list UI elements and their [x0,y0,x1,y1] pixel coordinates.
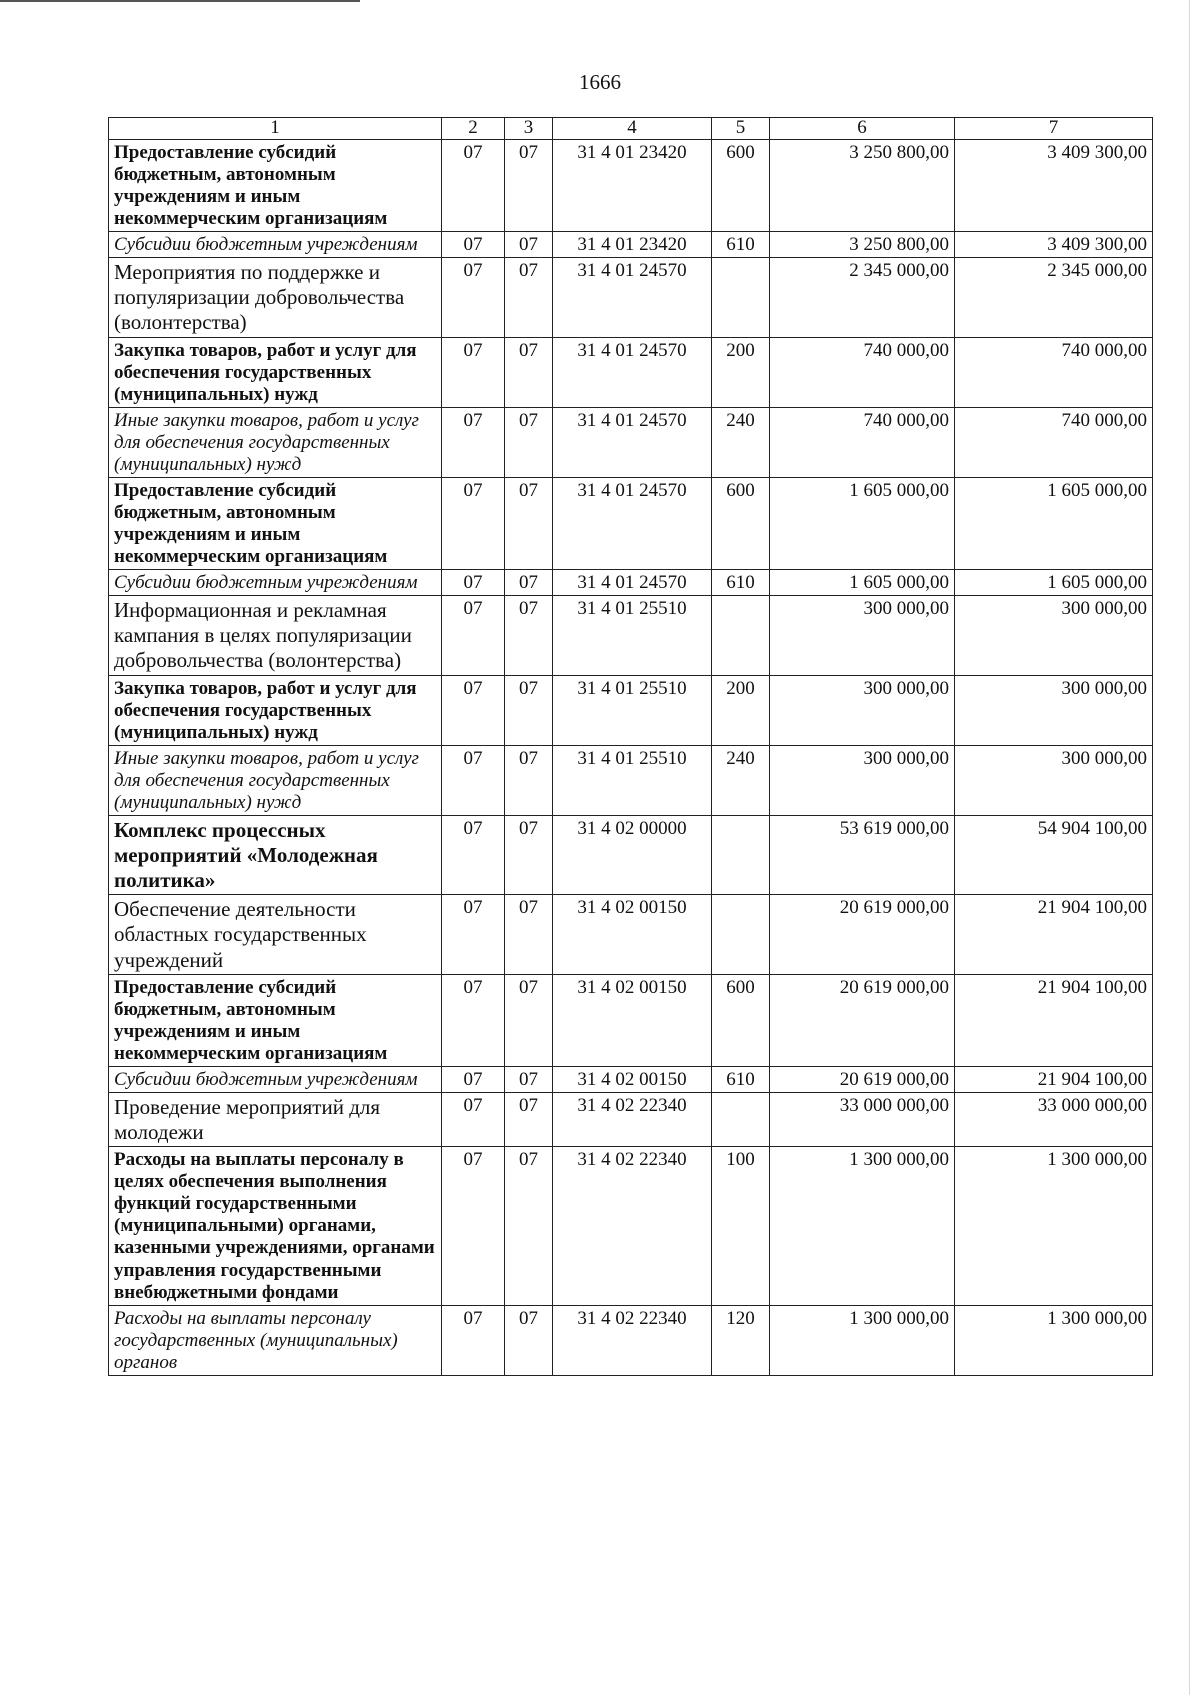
table-row [109,477,1153,569]
expense-type-code: 600 [712,139,770,231]
subsection-code: 07 [505,258,553,338]
expense-type-code: 200 [712,675,770,745]
row-name: Информационная и рекламная кампания в целях популяризации добровольчества (волонтерства) [109,595,442,675]
amount-col-6: 1 300 000,00 [770,1147,955,1305]
amount-col-6: 300 000,00 [770,675,955,745]
header-col-4: 4 [553,118,712,140]
target-article-code: 31 4 02 00150 [553,895,712,975]
section-code: 07 [442,1305,505,1375]
amount-col-7: 740 000,00 [955,337,1153,407]
header-col-5: 5 [712,118,770,140]
row-name: Субсидии бюджетным учреждениям [109,1066,442,1092]
row-name: Предоставление субсидий бюджетным, автономным учреждениям и иным некоммерческим организациям [109,974,442,1066]
target-article-code: 31 4 02 22340 [553,1305,712,1375]
table-row [109,569,1153,595]
budget-table [108,117,1153,1376]
target-article-code: 31 4 01 23420 [553,232,712,258]
expense-type-code: 600 [712,477,770,569]
amount-col-6: 1 605 000,00 [770,569,955,595]
subsection-code: 07 [505,139,553,231]
amount-col-6: 20 619 000,00 [770,895,955,975]
row-name: Иные закупки товаров, работ и услуг для обеспечения государственных (муниципальных) нужд [109,745,442,815]
amount-col-7: 1 605 000,00 [955,569,1153,595]
amount-col-6: 2 345 000,00 [770,258,955,338]
target-article-code: 31 4 01 25510 [553,595,712,675]
amount-col-6: 33 000 000,00 [770,1092,955,1146]
row-name: Расходы на выплаты персоналу в целях обеспечения выполнения функций государственными (муниципальными) органами, казенными учреждениями, органами управления государственными внебюджетными фондами [109,1147,442,1305]
target-article-code: 31 4 02 00150 [553,1066,712,1092]
row-name: Предоставление субсидий бюджетным, автономным учреждениям и иным некоммерческим организациям [109,139,442,231]
section-code: 07 [442,477,505,569]
table-row [109,139,1153,231]
expense-type-code [712,595,770,675]
section-code: 07 [442,895,505,975]
expense-type-code: 100 [712,1147,770,1305]
expense-type-code: 610 [712,569,770,595]
amount-col-7: 3 409 300,00 [955,232,1153,258]
expense-type-code: 120 [712,1305,770,1375]
amount-col-7: 1 300 000,00 [955,1147,1153,1305]
table-row [109,745,1153,815]
target-article-code: 31 4 01 24570 [553,258,712,338]
table-row [109,258,1153,338]
section-code: 07 [442,1147,505,1305]
target-article-code: 31 4 01 24570 [553,407,712,477]
header-row [109,118,1153,140]
amount-col-6: 300 000,00 [770,745,955,815]
row-name: Закупка товаров, работ и услуг для обеспечения государственных (муниципальных) нужд [109,337,442,407]
table-row [109,895,1153,975]
table-row [109,1147,1153,1305]
expense-type-code: 240 [712,745,770,815]
amount-col-6: 53 619 000,00 [770,815,955,895]
subsection-code: 07 [505,1092,553,1146]
target-article-code: 31 4 02 22340 [553,1092,712,1146]
row-name: Проведение мероприятий для молодежи [109,1092,442,1146]
row-name: Субсидии бюджетным учреждениям [109,569,442,595]
row-name: Расходы на выплаты персоналу государственных (муниципальных) органов [109,1305,442,1375]
amount-col-6: 20 619 000,00 [770,974,955,1066]
section-code: 07 [442,1066,505,1092]
table-row [109,337,1153,407]
expense-type-code [712,258,770,338]
section-code: 07 [442,974,505,1066]
section-code: 07 [442,232,505,258]
amount-col-7: 1 300 000,00 [955,1305,1153,1375]
subsection-code: 07 [505,1147,553,1305]
amount-col-7: 1 605 000,00 [955,477,1153,569]
amount-col-7: 300 000,00 [955,675,1153,745]
table-row [109,232,1153,258]
row-name: Предоставление субсидий бюджетным, автономным учреждениям и иным некоммерческим организациям [109,477,442,569]
subsection-code: 07 [505,815,553,895]
section-code: 07 [442,407,505,477]
amount-col-7: 3 409 300,00 [955,139,1153,231]
target-article-code: 31 4 01 25510 [553,745,712,815]
amount-col-7: 33 000 000,00 [955,1092,1153,1146]
row-name: Субсидии бюджетным учреждениям [109,232,442,258]
amount-col-6: 3 250 800,00 [770,139,955,231]
target-article-code: 31 4 02 00000 [553,815,712,895]
table-row [109,595,1153,675]
subsection-code: 07 [505,477,553,569]
amount-col-6: 740 000,00 [770,337,955,407]
amount-col-7: 21 904 100,00 [955,1066,1153,1092]
subsection-code: 07 [505,974,553,1066]
target-article-code: 31 4 02 00150 [553,974,712,1066]
subsection-code: 07 [505,595,553,675]
table-row [109,815,1153,895]
row-name: Мероприятия по поддержке и популяризации добровольчества (волонтерства) [109,258,442,338]
section-code: 07 [442,675,505,745]
target-article-code: 31 4 01 24570 [553,337,712,407]
expense-type-code: 240 [712,407,770,477]
expense-type-code [712,815,770,895]
section-code: 07 [442,595,505,675]
table-row [109,1305,1153,1375]
expense-type-code [712,1092,770,1146]
amount-col-7: 300 000,00 [955,595,1153,675]
table-row [109,974,1153,1066]
row-name: Комплекс процессных мероприятий «Молодежная политика» [109,815,442,895]
section-code: 07 [442,569,505,595]
scan-artifact-edge [1189,0,1190,1695]
target-article-code: 31 4 01 24570 [553,477,712,569]
expense-type-code [712,895,770,975]
subsection-code: 07 [505,745,553,815]
amount-col-7: 740 000,00 [955,407,1153,477]
header-col-6: 6 [770,118,955,140]
header-col-2: 2 [442,118,505,140]
page-number: 1666 [579,70,621,94]
amount-col-6: 3 250 800,00 [770,232,955,258]
target-article-code: 31 4 01 23420 [553,139,712,231]
subsection-code: 07 [505,407,553,477]
section-code: 07 [442,337,505,407]
table-row [109,407,1153,477]
row-name: Иные закупки товаров, работ и услуг для обеспечения государственных (муниципальных) нужд [109,407,442,477]
section-code: 07 [442,815,505,895]
amount-col-7: 54 904 100,00 [955,815,1153,895]
amount-col-6: 300 000,00 [770,595,955,675]
expense-type-code: 610 [712,232,770,258]
expense-type-code: 610 [712,1066,770,1092]
subsection-code: 07 [505,1066,553,1092]
subsection-code: 07 [505,895,553,975]
subsection-code: 07 [505,1305,553,1375]
amount-col-6: 1 605 000,00 [770,477,955,569]
section-code: 07 [442,745,505,815]
table-row [109,1066,1153,1092]
expense-type-code: 200 [712,337,770,407]
target-article-code: 31 4 01 24570 [553,569,712,595]
subsection-code: 07 [505,569,553,595]
header-col-3: 3 [505,118,553,140]
table-header [109,118,1153,140]
row-name: Обеспечение деятельности областных государственных учреждений [109,895,442,975]
target-article-code: 31 4 02 22340 [553,1147,712,1305]
section-code: 07 [442,258,505,338]
amount-col-6: 1 300 000,00 [770,1305,955,1375]
scan-artifact-line [0,0,360,2]
section-code: 07 [442,1092,505,1146]
table-row [109,1092,1153,1146]
table-row [109,675,1153,745]
row-name: Закупка товаров, работ и услуг для обеспечения государственных (муниципальных) нужд [109,675,442,745]
amount-col-7: 21 904 100,00 [955,974,1153,1066]
table-body [109,139,1153,1375]
header-col-7: 7 [955,118,1153,140]
subsection-code: 07 [505,675,553,745]
section-code: 07 [442,139,505,231]
target-article-code: 31 4 01 25510 [553,675,712,745]
subsection-code: 07 [505,337,553,407]
amount-col-6: 740 000,00 [770,407,955,477]
amount-col-7: 2 345 000,00 [955,258,1153,338]
amount-col-7: 21 904 100,00 [955,895,1153,975]
amount-col-6: 20 619 000,00 [770,1066,955,1092]
expense-type-code: 600 [712,974,770,1066]
subsection-code: 07 [505,232,553,258]
header-col-1: 1 [109,118,442,140]
amount-col-7: 300 000,00 [955,745,1153,815]
